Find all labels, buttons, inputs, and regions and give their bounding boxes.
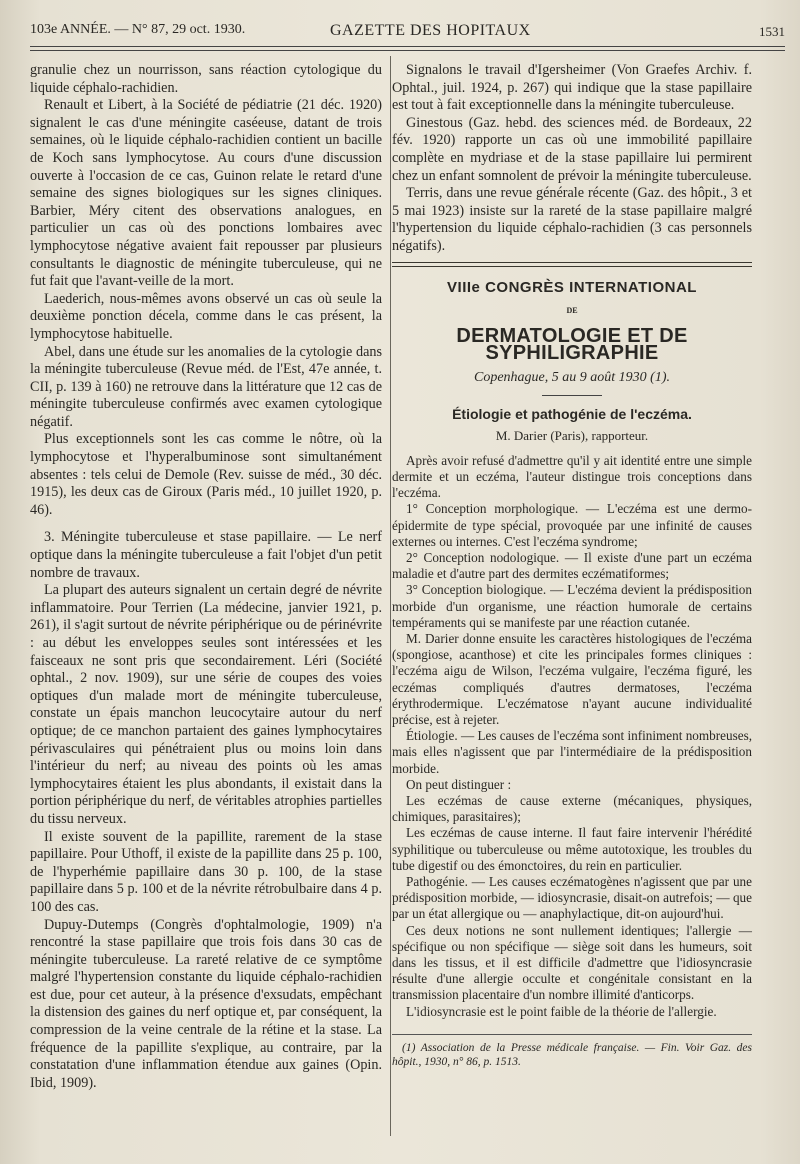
footnote: (1) Association de la Presse médicale française. — Fin. Voir Gaz. des hôpit., 1930, n° 86, p. 1513. [392, 1034, 752, 1069]
paragraph: Signalons le travail d'Igersheimer (Von Graefes Archiv. f. Ophtal., juil. 1924, p. 267) qui indique que la stase papillaire est tout à fait exceptionnelle dans la méningite tuberculeuse. [392, 62, 752, 114]
paragraph: Renault et Libert, à la Société de pédiatrie (21 déc. 1920) signalent le cas d'une méningite caséeuse, datant de trois semaines, où le liquide céphalo-rachidien contient un bacille de Koch sans lymphocytose. Au cours d'une discussion ouverte à l'occasion de ce cas, Guinon relate le retard d'une semaine des signes biologiques sur les signes cliniques. Barbier, Méry citent des observations analogues, en particulier un cas où des ponctions lombaires avec lymphocytose négative avaient fait repousser par plusieurs consultants le diagnostic de méningite tuberculeuse, qui ne fut fait que l'avant-veille de la mort. [30, 97, 382, 290]
congress-line-3: DERMATOLOGIE ET DE SYPHILIGRAPHIE [456, 324, 688, 365]
short-rule [542, 395, 602, 396]
paragraph: 1° Conception morphologique. — L'eczéma est une dermo-épidermite de type spécial, provoquée par une infinité de causes externes ou internes. C'est l'eczéma syndrome; [392, 501, 752, 549]
page-header [30, 20, 785, 44]
paragraph: Ginestous (Gaz. hebd. des sciences méd. de Bordeaux, 22 fév. 1920) rapporte un cas où une immobilité papillaire complète en mydriase et de la stase papillaire lui permirent chez un enfant somnolent de prévoir la méningite tuberculeuse. [392, 114, 752, 184]
paragraph: 3° Conception biologique. — L'eczéma devient la prédisposition morbide d'un organisme, une réaction humorale de certains tempéraments qui se manifeste par une réaction cutanée. [392, 582, 752, 630]
left-column [30, 62, 382, 1092]
paragraph: Pathogénie. — Les causes eczématogènes n'agissent que par une prédisposition morbide, — idiosyncrasie, disait-on autrefois; — que par un état allergique ou — anaphylactique, dit-on aujourd'hui. [392, 873, 752, 922]
article-title: Étiologie et pathogénie de l'eczéma. [452, 405, 692, 422]
paragraph: 2° Conception nodologique. — Il existe d'une part un eczéma maladie et d'autre part des dermites eczématiformes; [392, 549, 752, 582]
paragraph: Étiologie. — Les causes de l'eczéma sont infiniment nombreuses, mais elles n'agissent que par l'intermédiaire de la prédisposition morbide. [392, 728, 752, 776]
issue-info: 103e ANNÉE. — N° 87, 29 oct. 1930. [30, 22, 246, 37]
page-number: 1531 [759, 24, 785, 39]
paragraph: M. Darier donne ensuite les caractères histologiques de l'eczéma (spongiose, acanthose) et cite les principales formes cliniques : l'eczéma aigu de Wilson, l'eczéma vulgaire, l'eczéma figuré, les eczémas compliqués d'autres dermatoses, l'eczéma érythrodermique. L'eczématose n'ayant aucune individualité précise, est à rejeter. [392, 630, 752, 727]
paragraph: Laederich, nous-mêmes avons observé un cas où seule la deuxième ponction décela, comme dans le cas présent, la lymphocytose habituelle. [30, 290, 382, 342]
paragraph: Plus exceptionnels sont les cas comme le nôtre, où la lymphocytose et l'hyperalbuminose sont simultanément absentes : tels celui de Demole (Rev. suisse de méd., 30 déc. 1915), les deux cas de Giroux (Paris méd., 10 juillet 1920, p. 46). [30, 431, 382, 518]
paragraph: Ces deux notions ne sont nullement identiques; l'allergie — spécifique ou non spécifique — siège soit dans les humeurs, soit dans les tissus, et il est difficile d'admettre que l'idiosyncrasie résulte d'une allergie occulte et congénitale consistant en la transmission placentaire d'un nombre illimité d'anticorps. [392, 922, 752, 1003]
paragraph: Les eczémas de cause externe (mécaniques, physiques, chimiques, parasitaires); [392, 792, 752, 825]
paragraph: L'idiosyncrasie est le point faible de la théorie de l'allergie. [406, 1003, 717, 1019]
article-body [392, 453, 752, 1020]
article-author: M. Darier (Paris), rapporteur. [495, 428, 649, 444]
paragraph: Il existe souvent de la papillite, rarement de la stase papillaire. Pour Uthoff, il existe de la papillite dans 25 p. 100, de l'hyperhémie papillaire dans 30 p. 100, de la stase papillaire dans 5 p. 100 et de la névrite rétrobulbaire dans 4 p. 100 des cas. [30, 828, 382, 915]
paragraph: Les eczémas de cause interne. Il faut faire intervenir l'hérédité syphilitique ou tuberculeuse ou même autotoxique, les troubles du tube digestif ou des émonctoires, du rein en particulier. [392, 825, 752, 873]
section-heading-paragraph: 3. Méningite tuberculeuse et stase papillaire. — Le nerf optique dans la méningite tuberculeuse a fait l'objet d'un petit nombre de travaux. [30, 529, 382, 581]
paragraph: Dupuy-Dutemps (Congrès d'ophtalmologie, 1909) n'a rencontré la stase papillaire que trois fois dans 30 cas de méningite tuberculeuse. La rareté relative de ce symptôme malgré l'hypertension constante du liquide céphalo-rachidien est due, pour cet auteur, à la présence d'exsudats, empêchant la distension des gaines du nerf optique et, par conséquent, la compression de la veine centrale de la rétine et la stase. La fréquence de la papillite s'explique, au contraire, par la constatation d'une inflammation étendue aux gaines (Opin. Ibid, 1909). [30, 916, 382, 1091]
section-separator [392, 262, 752, 267]
paragraph: La plupart des auteurs signalent un certain degré de névrite inflammatoire. Pour Terrien (La médecine, janvier 1921, p. 261), il s'agit surtout de névrite périphérique ou de périnévrite : au début les enveloppes seules sont intéressées et les faisceaux ne sont pris que secondairement. Léri (Société ophtal., 2 nov. 1909), sur une série de coupes des voies optiques d'un malade mort de méningite tuberculeuse, constate un épais manchon leucocytaire autour du nerf optique; de ce manchon partaient des gaines lymphocytaires périvasculaires qui pénétraient plus ou moins loin dans l'intérieur du nerf; au niveau des points où les amas lymphocytaires étaient les plus abondants, il existait dans la portion périphérique du nerf, de véritables atrophies partielles du tissu nerveux. [30, 582, 382, 827]
paragraph: On peut distinguer : [406, 776, 512, 792]
paragraph: Abel, dans une étude sur les anomalies de la cytologie dans la méningite tuberculeuse (Revue méd. de l'Est, 47e année, t. CII, p. 139 à 160) ne retrouve dans la littérature que 12 cas de méningite tuberculeuse confirmés avec examen cytologique négatif. [30, 343, 382, 430]
column-divider [390, 56, 391, 1136]
header-rule-double [30, 50, 785, 51]
paragraph: granulie chez un nourrisson, sans réaction cytologique du liquide céphalo-rachidien. [30, 62, 382, 96]
congress-line-2: DE [566, 306, 578, 316]
journal-title: GAZETTE DES HOPITAUX [330, 22, 531, 39]
congress-place: Copenhague, 5 au 9 août 1930 (1). [474, 369, 670, 385]
paragraph: Terris, dans une revue générale récente (Gaz. des hôpit., 3 et 5 mai 1923) insiste sur la rareté de la stase papillaire malgré l'hypertension du liquide céphalo-rachidien (3 cas personnels négatifs). [392, 185, 752, 254]
header-rule [30, 46, 785, 47]
right-column [392, 62, 752, 1069]
congress-heading [392, 279, 752, 363]
paragraph: Après avoir refusé d'admettre qu'il y ait identité entre une simple dermite et un eczéma, l'auteur distingue trois conceptions dans l'eczéma. [392, 452, 752, 501]
congress-line-1: VIIIe CONGRÈS INTERNATIONAL [447, 278, 697, 296]
